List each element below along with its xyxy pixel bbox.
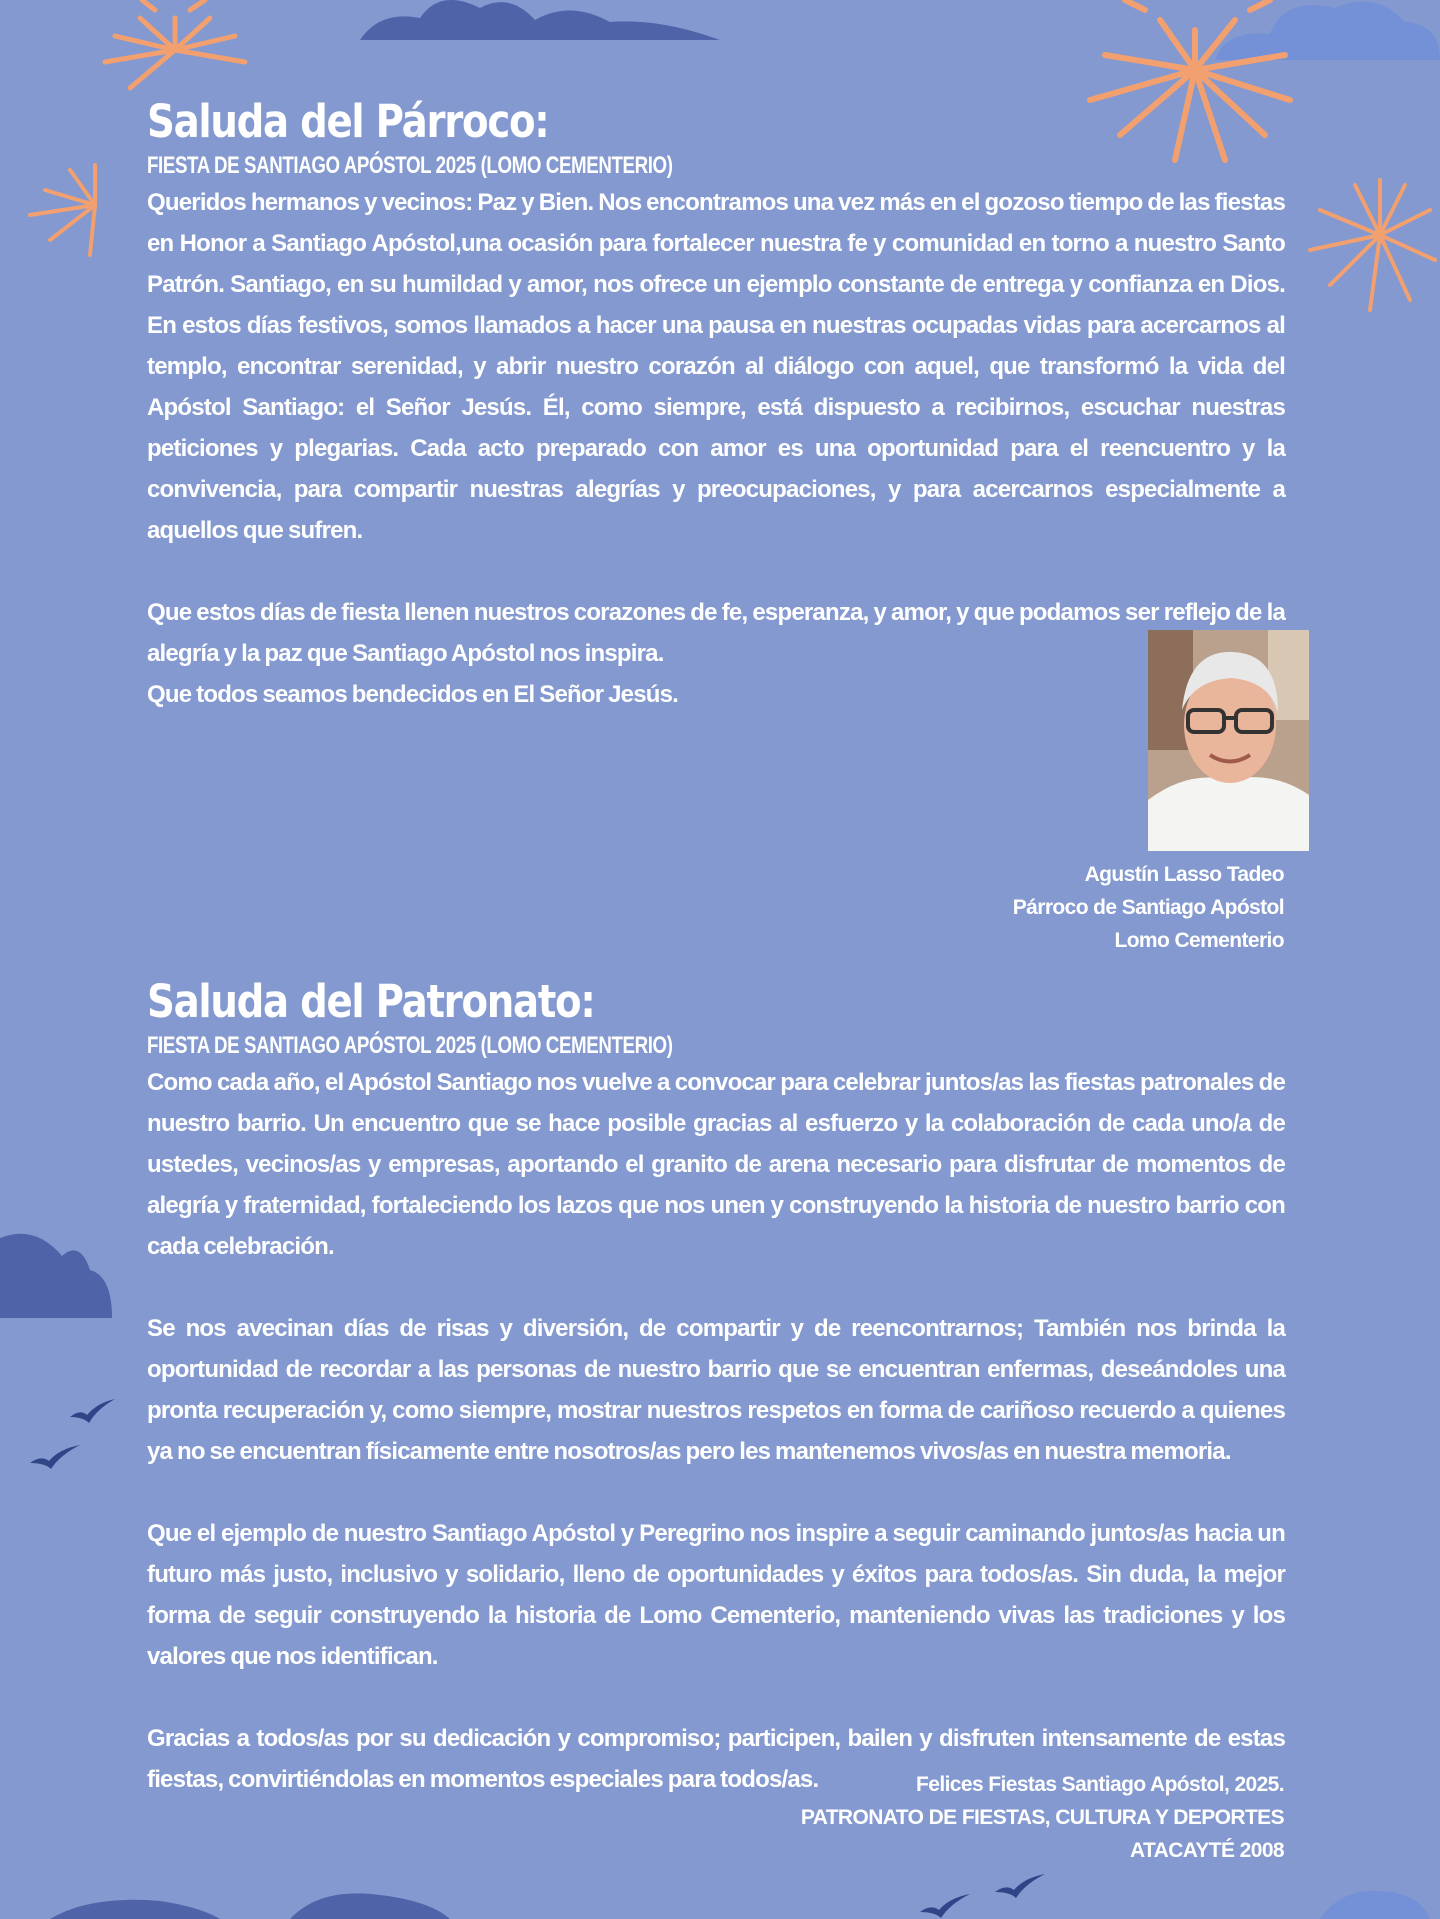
patronato-signature-line-2: PATRONATO DE FIESTAS, CULTURA Y DEPORTES: [800, 1806, 1284, 1829]
patronato-paragraph-2: Se nos avecinan días de risas y diversión, de compartir y de reencontrarnos; También nos brinda la oportunidad de recordar a las personas de nuestro barrio que se encuentran enfermas, deseándoles una pronta recuperación y, como siempre, mostrar nuestros respetos en forma de cariñoso recuerdo a quienes ya no se encuentran físicamente entre nosotros/as pero les mantenemos vivos/as en nuestra memoria.: [147, 1315, 1285, 1465]
firework-left: [20, 145, 130, 265]
parroco-signature-name: Agustín Lasso Tadeo: [1084, 863, 1284, 886]
parroco-signature: [1013, 858, 1284, 957]
parroco-paragraph-3: Que todos seamos bendecidos en El Señor Jesús.: [147, 681, 679, 708]
cloud-bottom-left: [50, 1893, 510, 1919]
patronato-paragraph-4: Gracias a todos/as por su dedicación y compromiso; participen, bailen y disfruten intensamente de estas fiestas, convirtiéndolas en momentos especiales para todos/as.: [147, 1725, 1285, 1793]
patronato-signature: [801, 1768, 1284, 1867]
cloud-bottom-right: [1320, 1885, 1440, 1919]
cloud-left: [0, 1230, 115, 1320]
birds-bottom: [915, 1872, 1055, 1919]
parroco-subtitle: FIESTA DE SANTIAGO APÓSTOL 2025 (LOMO CEMENTERIO): [147, 152, 673, 179]
patronato-subtitle: FIESTA DE SANTIAGO APÓSTOL 2025 (LOMO CEMENTERIO): [147, 1032, 673, 1059]
parroco-title: Saluda del Párroco:: [147, 95, 549, 148]
parroco-paragraph-2: Que estos días de fiesta llenen nuestros corazones de fe, esperanza, y amor, y que podamos ser reflejo de la alegría y la paz que Santiago Apóstol nos inspira.: [147, 599, 1285, 667]
birds-left: [25, 1395, 130, 1475]
parroco-signature-place: Lomo Cementerio: [1114, 929, 1284, 952]
parroco-paragraph-1: Queridos hermanos y vecinos: Paz y Bien. Nos encontramos una vez más en el gozoso tiempo de las fiestas en Honor a Santiago Apóstol,una ocasión para fortalecer nuestra fe y comunidad en torno a nuestro Santo Patrón. Santiago, en su humildad y amor, nos ofrece un ejemplo constante de entrega y confianza en Dios. En estos días festivos, somos llamados a hacer una pausa en nuestras ocupadas vidas para acercarnos al templo, encontrar serenidad, y abrir nuestro corazón al diálogo con aquel, que transformó la vida del Apóstol Santiago: el Señor Jesús. Él, como siempre, está dispuesto a recibirnos, escuchar nuestras peticiones y plegarias. Cada acto preparado con amor es una oportunidad para el reencuentro y la convivencia, para compartir nuestras alegrías y preocupaciones, y para acercarnos especialmente a aquellos que sufren.: [147, 189, 1285, 544]
patronato-paragraph-1: Como cada año, el Apóstol Santiago nos vuelve a convocar para celebrar juntos/as las fiestas patronales de nuestro barrio. Un encuentro que se hace posible gracias al esfuerzo y la colaboración de cada uno/a de ustedes, vecinos/as y empresas, aportando el granito de arena necesario para disfrutar de momentos de alegría y fraternidad, fortaleciendo los lazos que nos unen y construyendo la historia de nuestro barrio con cada celebración.: [147, 1069, 1285, 1260]
cloud-top-center: [360, 0, 720, 46]
parroco-section: [147, 94, 1285, 715]
patronato-section: [147, 974, 1285, 1800]
firework-right: [1295, 160, 1440, 330]
patronato-paragraph-3: Que el ejemplo de nuestro Santiago Apóstol y Peregrino nos inspire a seguir caminando juntos/as hacia un futuro más justo, inclusivo y solidario, lleno de oportunidades y éxitos para todos/as. Sin duda, la mejor forma de seguir construyendo la historia de Lomo Cementerio, manteniendo vivas las tradiciones y los valores que nos identifican.: [147, 1520, 1285, 1670]
patronato-signature-line-1: Felices Fiestas Santiago Apóstol, 2025.: [916, 1773, 1284, 1796]
parroco-photo: [1148, 630, 1309, 851]
patronato-title: Saluda del Patronato:: [147, 975, 595, 1028]
parroco-signature-role: Párroco de Santiago Apóstol: [1012, 896, 1284, 919]
patronato-signature-line-3: ATACAYTÉ 2008: [1129, 1839, 1284, 1862]
